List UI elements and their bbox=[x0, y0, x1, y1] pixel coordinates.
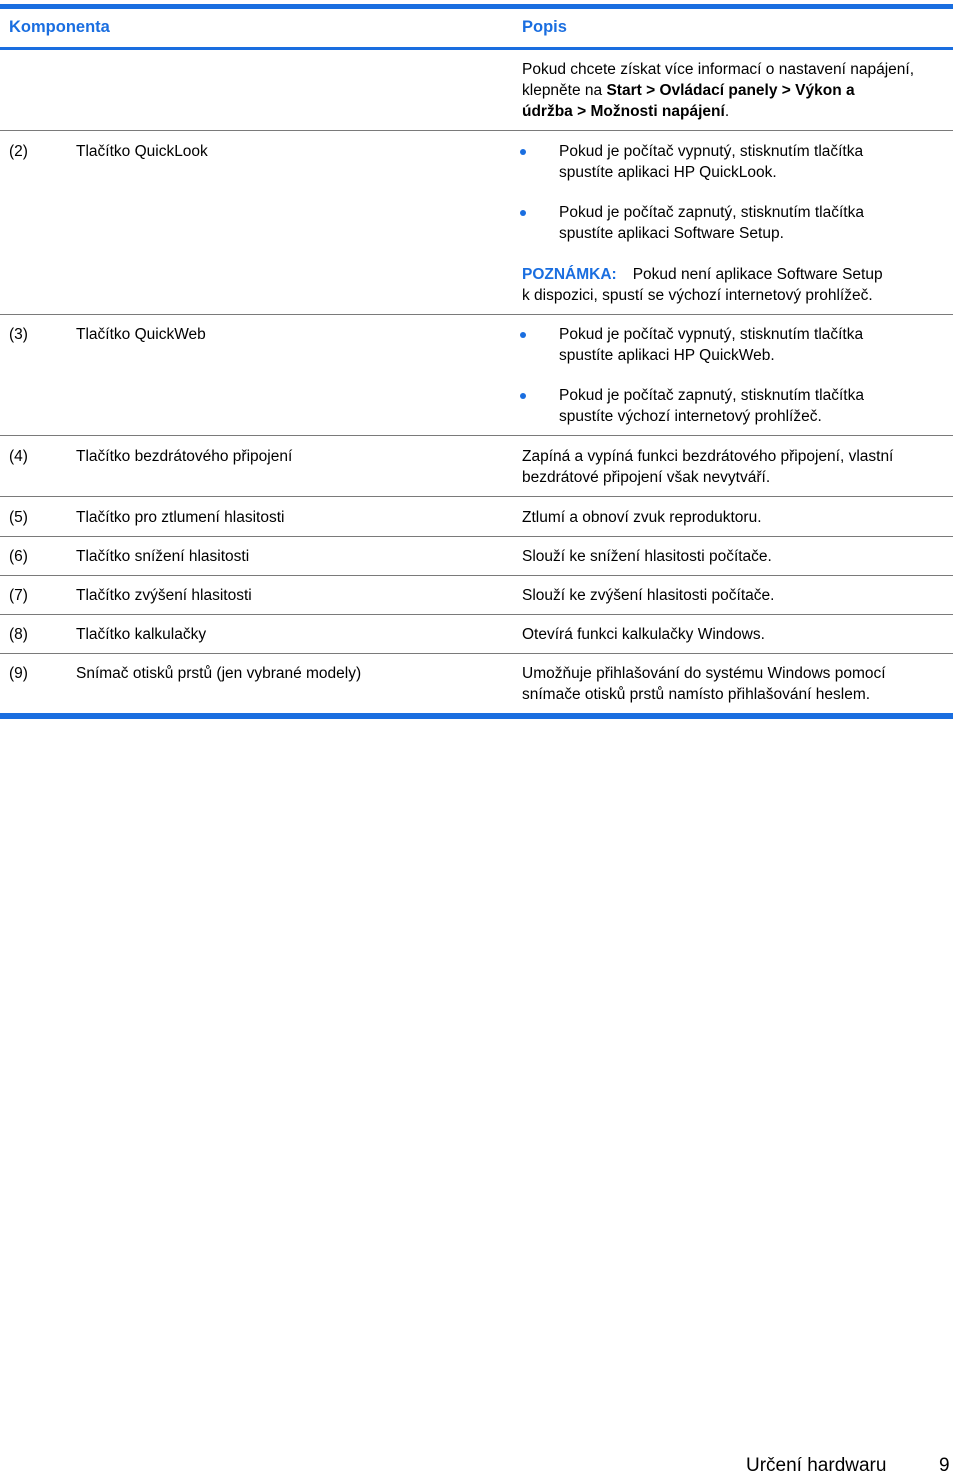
row-description-line-2: snímače otisků prstů namísto přihlašování heslem. bbox=[522, 686, 871, 703]
row-component: Tlačítko zvýšení hlasitosti bbox=[76, 587, 252, 604]
bullet-text-line-1: Pokud je počítač vypnutý, stisknutím tlačítka bbox=[559, 143, 864, 160]
note bbox=[522, 264, 883, 285]
intro-line-3: údržba > Možnosti napájení. bbox=[522, 103, 730, 120]
row-number: (5) bbox=[9, 509, 28, 526]
row-component: Tlačítko QuickLook bbox=[76, 143, 208, 160]
bullet-text-line-2: spustíte aplikaci HP QuickWeb. bbox=[559, 347, 775, 364]
table-bottom-rule bbox=[0, 713, 953, 719]
note-label: POZNÁMKA: bbox=[522, 266, 617, 283]
header-component: Komponenta bbox=[9, 18, 110, 36]
footer-section-title: Určení hardwaru bbox=[746, 1455, 887, 1476]
row-description-line-1: Umožňuje přihlašování do systému Windows pomocí bbox=[522, 665, 886, 682]
table-header-rule bbox=[0, 47, 953, 50]
row-divider bbox=[0, 536, 953, 537]
row-description-line-1: Slouží ke zvýšení hlasitosti počítače. bbox=[522, 587, 775, 604]
row-component: Tlačítko snížení hlasitosti bbox=[76, 548, 250, 565]
bullet-icon bbox=[520, 210, 526, 216]
row-number: (2) bbox=[9, 143, 28, 160]
row-divider bbox=[0, 653, 953, 654]
row-number: (7) bbox=[9, 587, 28, 604]
row-component: Tlačítko kalkulačky bbox=[76, 626, 207, 643]
row-number: (9) bbox=[9, 665, 28, 682]
bullet-text-line-2: spustíte aplikaci HP QuickLook. bbox=[559, 164, 777, 181]
row-divider bbox=[0, 435, 953, 436]
row-number: (6) bbox=[9, 548, 28, 565]
bullet-text-line-1: Pokud je počítač vypnutý, stisknutím tlačítka bbox=[559, 326, 864, 343]
row-divider bbox=[0, 496, 953, 497]
row-component: Tlačítko pro ztlumení hlasitosti bbox=[76, 509, 285, 526]
row-description-line-1: Otevírá funkci kalkulačky Windows. bbox=[522, 626, 765, 643]
bullet-text-line-1: Pokud je počítač zapnutý, stisknutím tlačítka bbox=[559, 387, 864, 404]
row-divider bbox=[0, 130, 953, 131]
row-component: Tlačítko QuickWeb bbox=[76, 326, 206, 343]
row-component: Snímač otisků prstů (jen vybrané modely) bbox=[76, 665, 362, 682]
bullet-icon bbox=[520, 149, 526, 155]
row-description-line-1: Ztlumí a obnoví zvuk reproduktoru. bbox=[522, 509, 762, 526]
row-number: (4) bbox=[9, 448, 28, 465]
bullet-text-line-1: Pokud je počítač zapnutý, stisknutím tlačítka bbox=[559, 204, 864, 221]
table-header-row bbox=[0, 9, 953, 47]
footer-page-number: 9 bbox=[939, 1455, 950, 1476]
bullet-icon bbox=[520, 393, 526, 399]
bullet-icon bbox=[520, 332, 526, 338]
intro-line-1: Pokud chcete získat více informací o nastavení napájení, bbox=[522, 61, 915, 78]
row-divider bbox=[0, 575, 953, 576]
bullet-text-line-2: spustíte výchozí internetový prohlížeč. bbox=[559, 408, 822, 425]
intro-line-2: klepněte na Start > Ovládací panely > Výkon a bbox=[522, 82, 855, 99]
row-number: (8) bbox=[9, 626, 28, 643]
row-divider bbox=[0, 614, 953, 615]
note-text: Pokud není aplikace Software Setup bbox=[632, 266, 883, 283]
row-divider bbox=[0, 314, 953, 315]
bullet-text-line-2: spustíte aplikaci Software Setup. bbox=[559, 225, 784, 242]
row-description-line-1: Zapíná a vypíná funkci bezdrátového připojení, vlastní bbox=[522, 448, 894, 465]
row-number: (3) bbox=[9, 326, 28, 343]
note-text-line-2: k dispozici, spustí se výchozí internetový prohlížeč. bbox=[522, 287, 873, 304]
row-description-line-2: bezdrátové připojení však nevytváří. bbox=[522, 469, 771, 486]
row-description-line-1: Slouží ke snížení hlasitosti počítače. bbox=[522, 548, 772, 565]
row-component: Tlačítko bezdrátového připojení bbox=[76, 448, 293, 465]
header-description: Popis bbox=[522, 18, 567, 36]
